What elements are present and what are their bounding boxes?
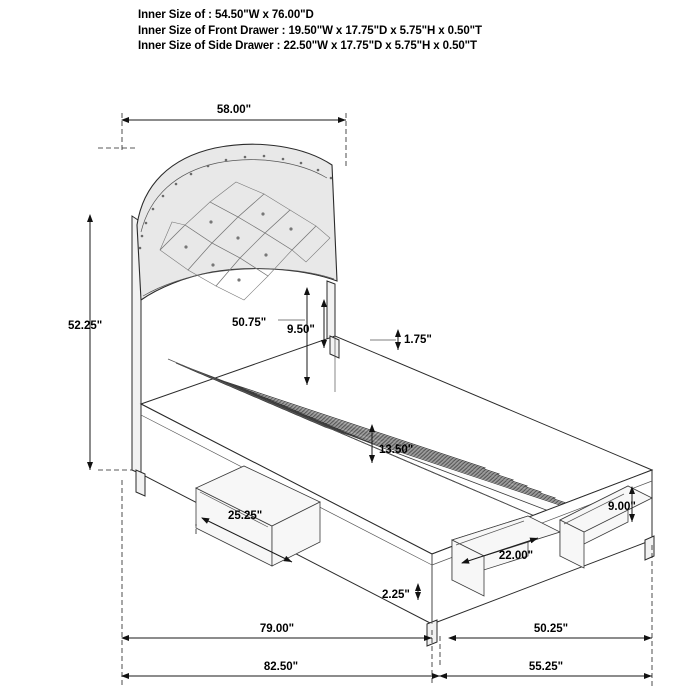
dim-headboard-inner-label: 50.75" [232, 317, 267, 329]
dim-overall-height-label: 52.25" [68, 320, 103, 332]
dim-slat-thickness-label: 1.75" [404, 334, 432, 346]
dim-headboard-width-label: 58.00" [216, 104, 252, 116]
dim-rail-slat-label: 9.50" [287, 324, 315, 336]
note-line-2: Inner Size of Front Drawer : 19.50"W x 17.75"D x 5.75"H x 0.50"T [138, 24, 482, 37]
dim-clearance-label: 2.25" [382, 589, 410, 601]
dim-bed-length-right-label: 50.25" [533, 623, 569, 635]
dim-side-drawer-label: 25.25" [228, 510, 263, 522]
note-line-1: Inner Size of : 54.50"W x 76.00"D [138, 9, 314, 21]
bed-illustration [132, 144, 654, 646]
note-line-3: Inner Size of Side Drawer : 22.50"W x 17.75"D x 5.75"H x 0.50"T [138, 40, 477, 52]
dim-front-drawer-label: 22.00" [498, 550, 534, 562]
dim-drawer-height-label: 9.00" [608, 501, 636, 513]
dim-deck-height-label: 13.50" [379, 444, 414, 456]
dim-bed-length-left-label: 79.00" [259, 623, 295, 635]
dim-overall-left-label: 82.50" [263, 661, 299, 673]
headboard-panel [137, 144, 337, 300]
dim-overall-right-label: 55.25" [528, 661, 564, 673]
leg-front-left [136, 470, 145, 496]
leg-front-right [645, 536, 654, 560]
leg-back-right [330, 336, 339, 358]
